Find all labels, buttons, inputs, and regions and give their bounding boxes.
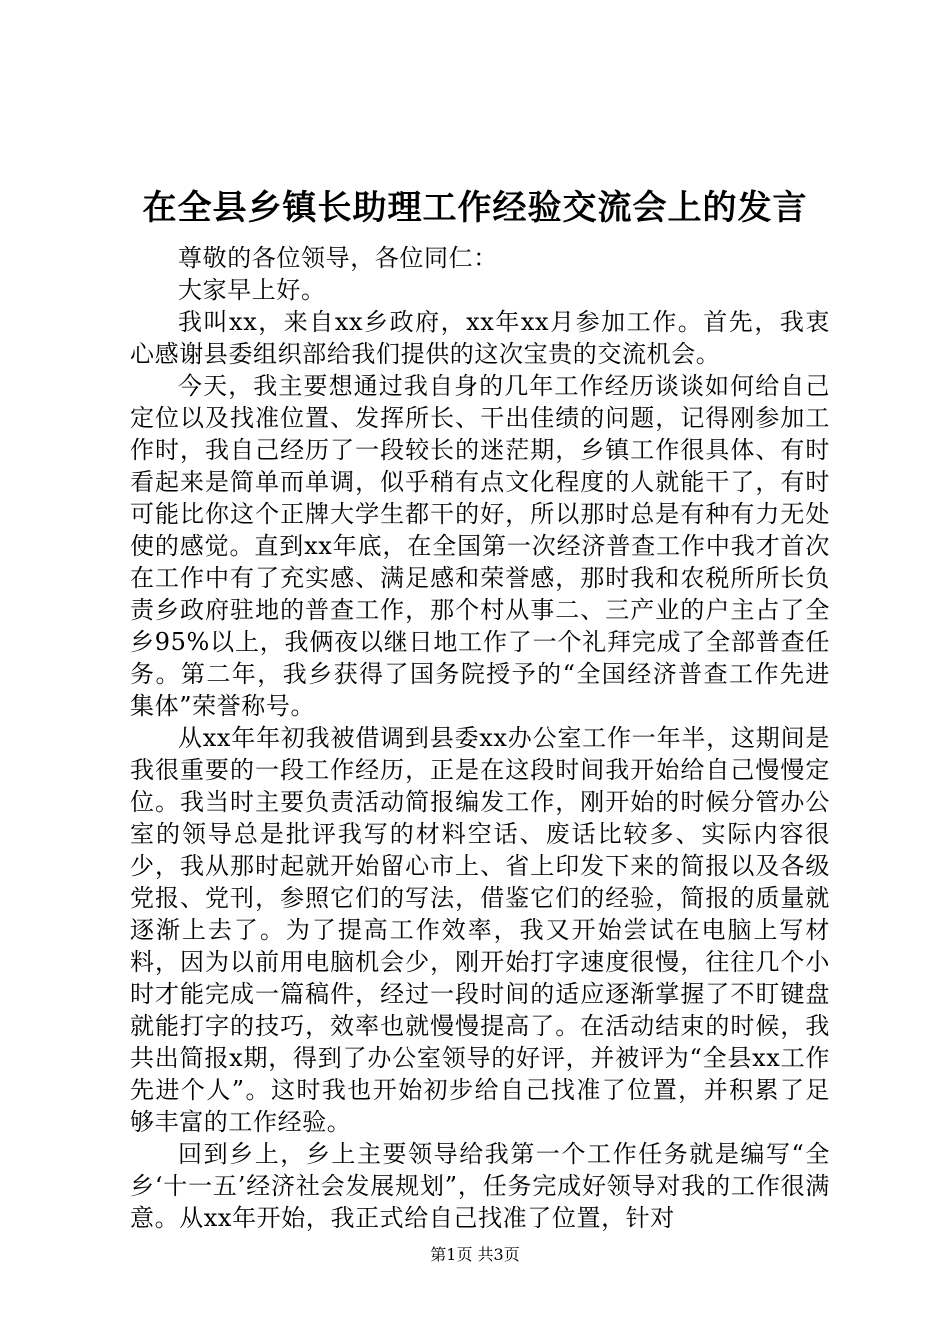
paragraph-early-work: 今天，我主要想通过我自身的几年工作经历谈谈如何给自己定位以及找准位置、发挥所长、干出佳绩的问题，记得刚参加工作时，我自己经历了一段较长的迷茫期，乡镇工作很具体、有时看起来是简单而单调，似乎稍有点文化程度的人就能干了，有时可能比你这个正牌大学生都干的好，所以那时总是有种有力无处使的感觉。直到xx年底，在全国第一次经济普查工作中我才首次在工作中有了充实感、满足感和荣誉感，那时我和农税所所长负责乡政府驻地的普查工作，那个村从事二、三产业的户主占了全乡95%以上，我俩夜以继日地工作了一个礼拜完成了全部普查任务。第二年，我乡获得了国务院授予的“全国经济普查工作先进集体”荣誉称号。 [130, 372, 830, 720]
document-title: 在全县乡镇长助理工作经验交流会上的发言 [142, 188, 808, 228]
document-body [130, 242, 830, 1234]
page-indicator: 第1页 共3页 [430, 1245, 520, 1264]
paragraph-secondment: 从xx年年初我被借调到县委xx办公室工作一年半，这期间是我很重要的一段工作经历，正是在这段时间我开始给自己慢慢定位。我当时主要负责活动简报编发工作，刚开始的时候分管办公室的领导总是批评我写的材料空话、废话比较多、实际内容很少，我从那时起就开始留心市上、省上印发下来的简报以及各级党报、党刊，参照它们的写法，借鉴它们的经验，简报的质量就逐渐上去了。为了提高工作效率，我又开始尝试在电脑上写材料，因为以前用电脑机会少，刚开始打字速度很慢，往往几个小时才能完成一篇稿件，经过一段时间的适应逐渐掌握了不盯键盘就能打字的技巧，效率也就慢慢提高了。在活动结束的时候，我共出简报x期，得到了办公室领导的好评，并被评为“全县xx工作先进个人”。这时我也开始初步给自己找准了位置，并积累了足够丰富的工作经验。 [130, 724, 830, 1136]
paragraph-introduction: 我叫xx，来自xx乡政府，xx年xx月参加工作。首先，我衷心感谢县委组织部给我们提供的这次宝贵的交流机会。 [130, 308, 830, 368]
paragraph-salutation: 尊敬的各位领导，各位同仁： [178, 244, 498, 272]
paragraph-return: 回到乡上，乡上主要领导给我第一个工作任务就是编写“全乡‘十一五’经济社会发展规划”，任务完成好领导对我的工作很满意。从xx年开始，我正式给自己找准了位置，针对 [130, 1140, 830, 1232]
paragraph-greeting: 大家早上好。 [178, 276, 326, 304]
